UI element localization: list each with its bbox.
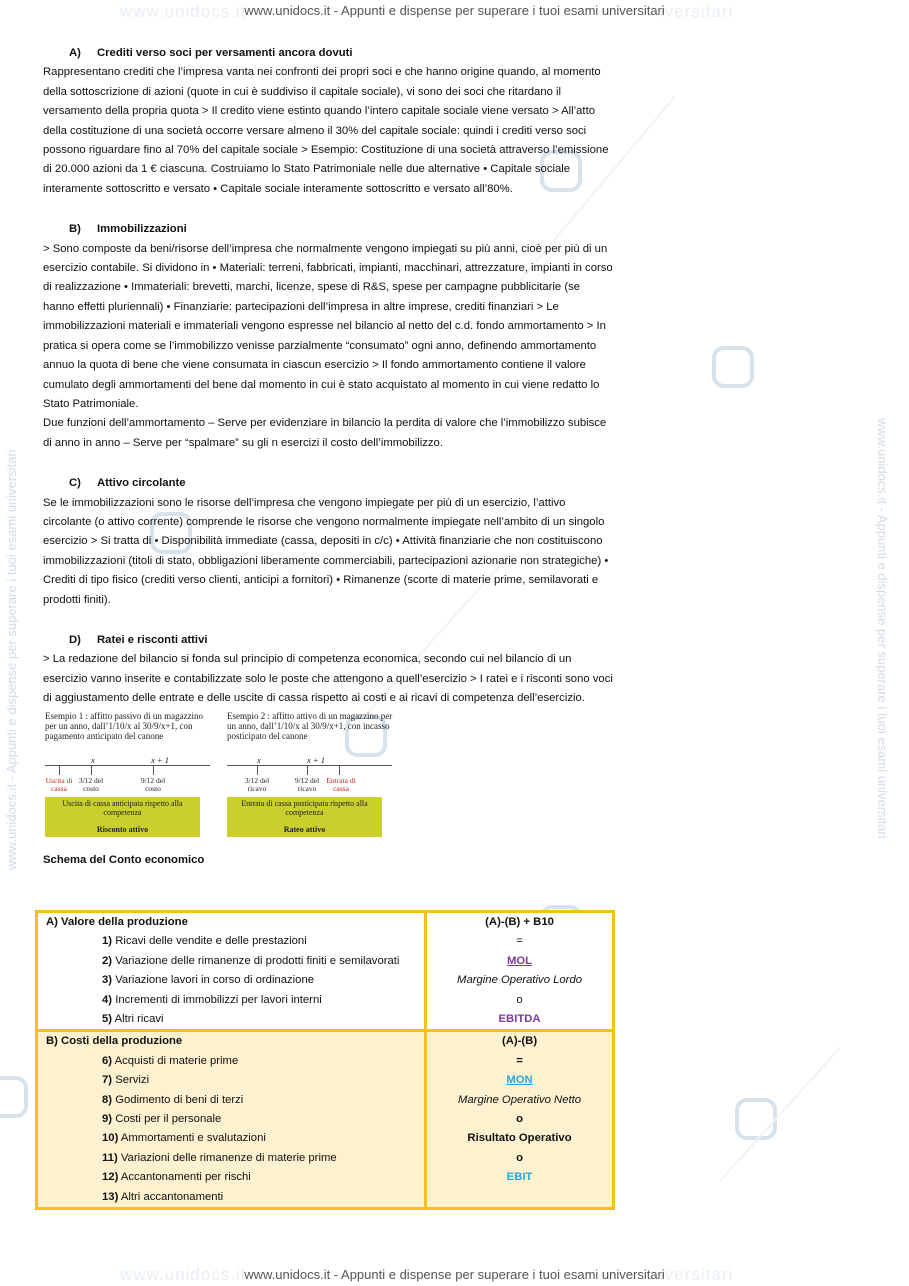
watermark-side-left: www.unidocs.it - Appunti e dispense per superare i tuoi esami universitari [4,449,19,870]
list-item [38,1010,424,1029]
table-row [37,1031,614,1209]
item-number: 6) [102,1054,113,1067]
item-number: 12) [102,1171,119,1184]
timeline-tick [257,765,258,775]
section-a-heading: A) Crediti verso soci per versamenti ancora dovuti [69,47,353,59]
full-name: Margine Operativo Lordo [457,974,583,987]
valore-produzione-cell [37,912,426,1031]
row-heading: A) Valore della produzione [46,916,188,928]
section-d-text: > La redazione del bilancio si fonda sul principio di competenza economica, secondo cui nel bilancio di un esercizio vanno inserite e contabilizzate solo le poste che attengono a quell’esercizio > I ratei e i risconti sono voci di aggiustamento delle entrate e delle uscite di cassa rispetto ai costi e ai ricavi di competenza dell’esercizio. [43,653,613,705]
list-item [38,971,424,990]
item-text: Ammortamenti e svalutazioni [120,1132,266,1145]
list-item [38,1071,424,1090]
item-list [38,932,424,1029]
full-name: Margine Operativo Netto [457,1093,582,1106]
section-b-text: > Sono composte da beni/risorse dell’impresa che normalmente vengono impiegati su più anni, cioè per più di un esercizio contabile. Si dividono in • Materiali: terreni, fabbricati, impianti, macchinari, attrezzature, impianti in corso di realizzazione • Immateriali: brevetti, marchi, licenze, spese di R&S, spese per campagne pubblicitarie (se hanno effetti pluriennali) • Finanziarie: partecipazioni dell’impresa in altre imprese, crediti finanziari > Le immobilizzazioni materiali e immateriali vengono espresse nel bilancio al netto del c.d. fondo ammortamento > In pratica si opera come se l’immobilizzo venisse parzialmente “consumato” ogni anno, definendo ammortamento annuo la quota di bene che viene consumata in ciascun esercizio > Il fondo ammortamento contiene il valore cumulato degli ammortamenti del bene dal momento in cui è stato acquistato al momento in cui viene redatto lo Stato Patrimoniale. [43,242,613,410]
list-item [38,1188,424,1207]
section-b-heading: B) Immobilizzazioni [69,223,187,236]
result-name: Risultato Operativo [467,1132,572,1145]
item-text: Variazioni delle rimanenze di materie prime [120,1151,337,1164]
timeline-label: Entrata di cassa [326,775,356,793]
formula: (A)-(B) + B10 [485,916,554,928]
timeline-label: 3/12 del ricavo [244,775,270,793]
figure-note-box: Uscita di cassa anticipata rispetto alla competenza [45,797,200,825]
item-number: 3) [102,974,113,987]
item-number: 13) [102,1190,119,1203]
timeline-tick [91,765,92,775]
watermark-top-right: iversitari [660,2,734,21]
mon-cell [426,1031,614,1209]
equals: = [516,935,523,948]
item-text: Servizi [115,1074,150,1087]
section-b-text-2: Due funzioni dell’ammortamento – Serve per evidenziare in bilancio la perdita di valore che l’immobilizzo subisce di anno in anno – Serve per “spalmare” su gli n esercizi il costo dell’immobilizzo. [43,417,607,449]
equals: = [516,1054,523,1067]
watermark-bottom-right: iversitari [660,1265,734,1284]
timeline-label: 9/12 del ricavo [294,775,320,793]
or: o [516,1151,523,1164]
watermark-side-right: www.unidocs.it - Appunti e dispense per superare i tuoi esami universitari [875,418,890,839]
figure-caption: Esempio 1 : affitto passivo di un magazzino per un anno, dall’1/10/x al 30/9/x+1, con pagamento anticipato del canone [45,710,204,741]
item-text: Costi per il personale [115,1113,222,1126]
section-a-text: Rappresentano crediti che l’impresa vanta nei confronti dei propri soci e che hanno origine quando, al momento della sottoscrizione di azioni (quote in cui è suddiviso il capitale sociale), vi sono dei soci che ritardano il versamento della propria quota > Il credito viene estinto quando l’intero capitale sociale viene versato > All’atto della costituzione di una società occorre versare almeno il 30% del capitale sociale: quindi i crediti verso soci possono riguardare fino al 70% del capitale sociale > Esempio: Costituzione di una società attraverso l’emissione di 20.000 azioni da 1 € ciascuna. Costruiamo lo Stato Patrimoniale nelle due alternative • Capitale sociale interamente sottoscritto e versato • Capitale sociale interamente sottoscritto e versato all’80%. [43,66,609,195]
watermark-bottom: www.unidocs.it [120,1265,247,1284]
item-number: 5) [102,1013,113,1026]
timeline-tick [59,765,60,775]
item-number: 10) [102,1132,119,1145]
page-header: www.unidocs.it - Appunti e dispense per superare i tuoi esami universitari [244,3,665,18]
watermark-logo-icon [712,346,754,388]
figure-result-box: Rateo attivo [227,825,382,837]
item-text: Altri ricavi [114,1013,164,1026]
item-number: 11) [102,1151,118,1164]
figure-result-box: Risconto attivo [45,825,200,837]
timeline-axis [45,765,210,766]
list-item [38,1168,424,1187]
watermark-top: www.unidocs.it [120,2,247,21]
axis-label-x1: x + 1 [307,754,326,765]
list-item [38,1052,424,1071]
item-text: Variazione delle rimanenze di prodotti finiti e semilavorati [115,954,400,967]
item-text: Ricavi delle vendite e delle prestazioni [115,935,307,948]
watermark-logo-icon [735,1098,777,1140]
section-c-heading: C) Attivo circolante [69,477,186,490]
timeline-axis [227,765,392,766]
list-item [38,1129,424,1148]
section-d-heading: D) Ratei e risconti attivi [69,633,208,646]
table-row [37,912,614,1031]
item-number: 4) [102,993,113,1006]
item-text: Variazione lavori in corso di ordinazione [115,974,315,987]
or: o [516,993,523,1006]
timeline-label: Uscita di cassa [45,775,73,793]
axis-label-x: x [91,754,95,765]
item-number: 9) [102,1113,113,1126]
item-number: 2) [102,954,113,967]
alt-name: EBITDA [498,1013,541,1026]
timeline-label: 9/12 del costo [140,775,166,793]
figure-note-box: Entrata di cassa posticipata rispetto alla competenza [227,797,382,825]
costi-produzione-cell [37,1031,426,1209]
schema-title: Schema del Conto economico [43,853,205,866]
axis-label-x: x [257,754,261,765]
timeline-label: 3/12 del costo [78,775,104,793]
item-text: Acquisti di materie prime [114,1054,239,1067]
alt-name: EBIT [506,1171,533,1184]
timeline-tick [339,765,340,775]
item-text: Godimento di beni di terzi [115,1093,244,1106]
mol-cell [426,912,614,1031]
list-item [38,1110,424,1129]
figure-rateo-attivo [227,711,395,841]
section-c-text: Se le immobilizzazioni sono le risorse dell’impresa che vengono impiegate per più di un esercizio, l’attivo circolante (o attivo corrente) comprende le risorse che vengono normalmente impiegate nell’ambito di un singolo esercizio > Si tratta di • Disponibilità immediate (cassa, depositi in c/c) • Attività finanziarie che non costituiscono immobilizzazioni (titoli di stato, obbligazioni liberamente commerciabili, partecipazioni azionarie non strategiche) • Crediti di tipo fisico (crediti verso clienti, anticipi a fornitori) • Rimanenze (scorte di materie prime, semilavorati e prodotti finiti). [43,496,609,606]
formula: (A)-(B) [501,1035,538,1048]
list-item [38,991,424,1010]
item-text: Accantonamenti per rischi [120,1171,251,1184]
conto-economico-table [35,910,615,1210]
ratei-risconti-figures [45,711,613,841]
timeline-tick [153,765,154,775]
list-item [38,1091,424,1110]
item-number: 1) [102,935,113,948]
figure-risconto-attivo [45,711,213,841]
item-text: Altri accantonamenti [120,1190,224,1203]
watermark-logo-icon [0,1076,28,1118]
axis-label-x1: x + 1 [151,754,170,765]
list-item [38,932,424,951]
figure-caption: Esempio 2 : affitto attivo di un magazzino per un anno, dall’1/10/x al 30/9/x+1, con incasso posticipato del canone [227,710,393,741]
document-body [43,40,613,870]
acronym: MOL [506,954,533,967]
row-heading: B) Costi della produzione [46,1035,183,1048]
list-item [38,952,424,971]
item-list [38,1052,424,1207]
item-number: 8) [102,1093,113,1106]
timeline-tick [307,765,308,775]
item-number: 7) [102,1074,113,1087]
page-footer: www.unidocs.it - Appunti e dispense per superare i tuoi esami universitari [244,1267,665,1282]
acronym: MON [506,1074,533,1087]
list-item [38,1149,424,1168]
item-text: Incrementi di immobilizzi per lavori interni [115,993,322,1006]
or: o [516,1113,523,1126]
